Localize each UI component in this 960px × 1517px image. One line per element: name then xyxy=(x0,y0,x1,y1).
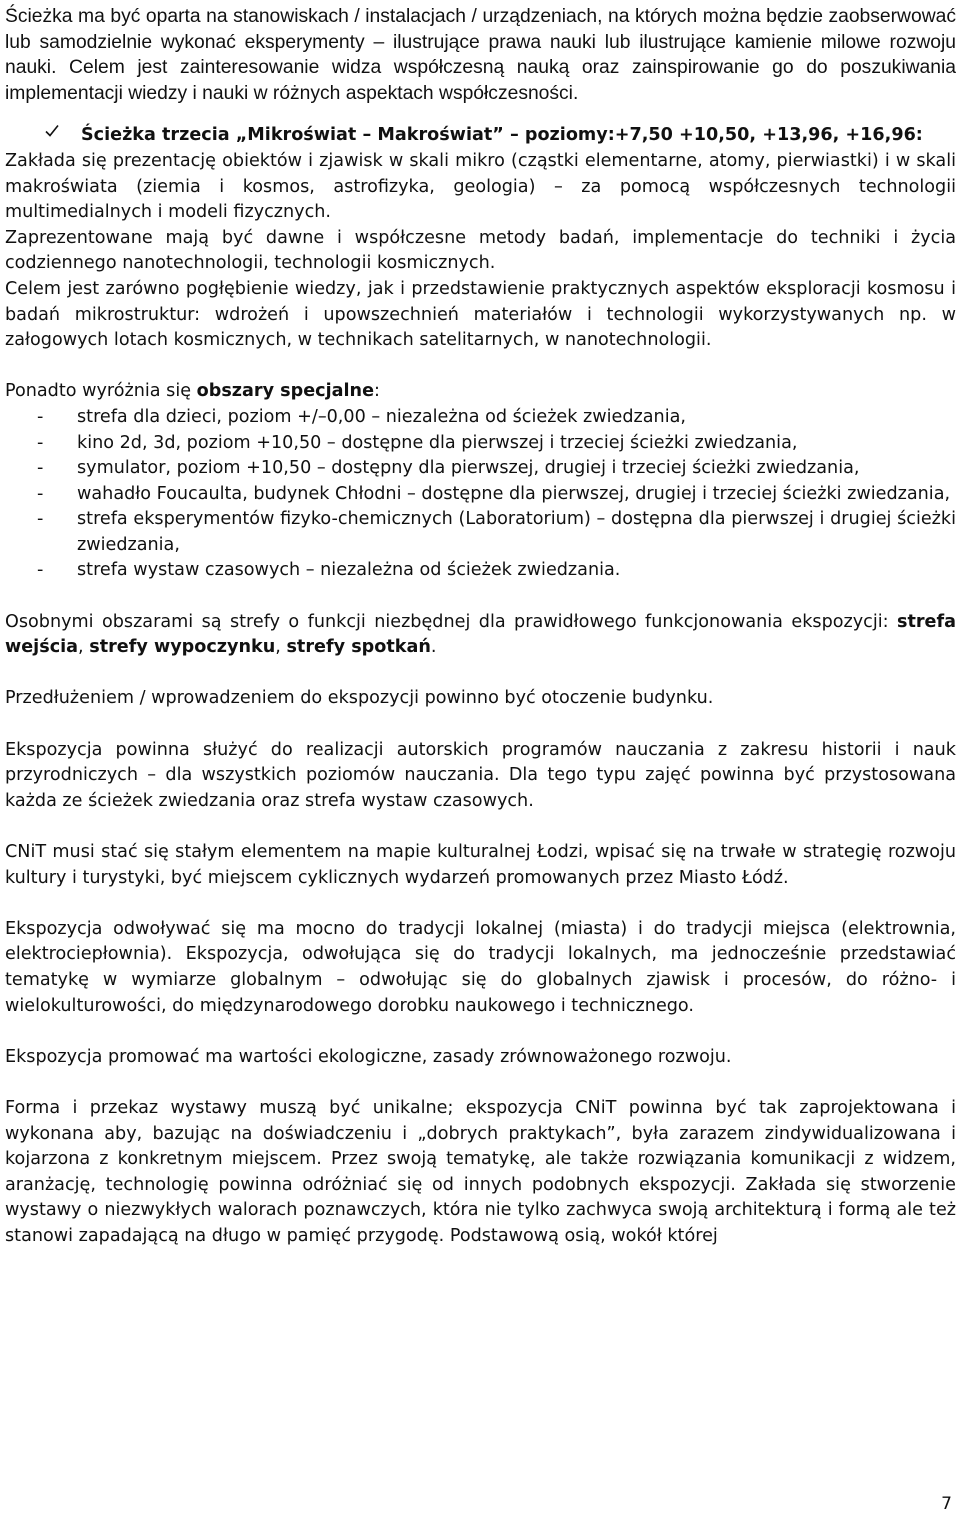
path3-paragraph-3: Celem jest zarówno pogłębienie wiedzy, jak i przedstawienie praktycznych aspektów eksploracji kosmosu i badań mikrostruktur: wdrożeń i upowszechnień materiałów i technologii wykorzystywanych np. w załogowych lotach kosmicznych, w technikach satelitarnych, w nanotechnologii. xyxy=(5,278,956,351)
separate-areas-paragraph: Osobnymi obszarami są strefy o funkcji niezbędnej dla prawidłowego funkcjonowania ekspozycji: strefa wejścia, strefy wypoczynku, strefy spotkań. xyxy=(5,611,956,658)
list-item: - kino 2d, 3d, poziom +10,50 – dostępne dla pierwszej i trzeciej ścieżki zwiedzania, xyxy=(37,432,798,453)
list-item: - strefa dla dzieci, poziom +/–0,00 – niezależna od ścieżek zwiedzania, xyxy=(37,406,686,427)
list-item: - strefa eksperymentów fizyko-chemicznych (Laboratorium) – dostępna dla pierwszej i drugiej ścieżki zwiedzania, xyxy=(37,509,956,555)
path3-heading: Ścieżka trzecia „Mikroświat – Makroświat” – poziomy:+7,50 +10,50, +13,96, +16,96: xyxy=(81,125,923,146)
special-areas-list xyxy=(5,405,956,584)
paragraph-cnit-lodz: CNiT musi stać się stałym elementem na mapie kulturalnej Łodzi, wpisać się na trwałe w strategię rozwoju kultury i turystyki, być miejscem cyklicznych wydarzeń promowanych przez Miasto Łódź. xyxy=(5,842,956,888)
paragraph-ecology: Ekspozycja promować ma wartości ekologiczne, zasady zrównoważonego rozwoju. xyxy=(5,1046,732,1067)
page-number: 7 xyxy=(941,1494,952,1514)
paragraph-form: Forma i przekaz wystawy muszą być unikalne; ekspozycja CNiT powinna być tak zaprojektowana i wykonana aby, bazując na doświadczeniu i „dobrych praktykach”, była zarazem zindywidualizowana i kojarzona z konkretnym miejscem. Przez swoją tematykę, ale także rozwiązania komunikacji z widzem, aranżację, technologię powinna odróżniać się od innych podobnych ekspozycji. Zakłada się stworzenie wystawy o niezwykłych walorach poznawczych, która nie tylko zachwyca swoją architekturą i formą ale też stanowi zapadającą na długo w pamięć przygodę. Podstawową osią, wokół której xyxy=(5,1097,956,1246)
list-item: - strefa wystaw czasowych – niezależna od ścieżek zwiedzania. xyxy=(37,560,621,581)
list-item: - wahadło Foucaulta, budynek Chłodni – dostępne dla pierwszej, drugiej i trzeciej ścieżki zwiedzania, xyxy=(37,483,951,504)
special-areas-bold: obszary specjalne xyxy=(196,381,374,402)
path3-heading-row xyxy=(5,123,956,149)
special-areas-lead: Ponadto wyróżnia się obszary specjalne: xyxy=(5,381,380,402)
path3-paragraph-1: Zakłada się prezentację obiektów i zjawisk w skali mikro (cząstki elementarne, atomy, pierwiastki) i w skali makroświata (ziemia i kosmos, astrofizyka, geologia) – za pomocą współczesnych technologii multimedialnych i modeli fizycznych. xyxy=(5,150,956,223)
paragraph-surroundings: Przedłużeniem / wprowadzeniem do ekspozycji powinno być otoczenie budynku. xyxy=(5,688,714,709)
path3-paragraph-2: Zaprezentowane mają być dawne i współczesne metody badań, implementacje do techniki i życia codziennego nanotechnologii, technologii kosmicznych. xyxy=(5,227,956,274)
paragraph-education: Ekspozycja powinna służyć do realizacji autorskich programów nauczania z zakresu historii i nauk przyrodniczych – dla wszystkich poziomów nauczania. Dla tego typu zajęć powinna być przystosowana każda ze ścieżek zwiedzania oraz strefa wystaw czasowych. xyxy=(5,739,956,811)
paragraph-tradition: Ekspozycja odwoływać się ma mocno do tradycji lokalnej (miasta) i do tradycji miejsca (elektrownia, elektrociepłownia). Ekspozycja, odwołująca się do tradycji lokalnych, ma jednocześnie przedstawiać tematykę w wymiarze globalnym – odwołując się do globalnych zjawisk i procesów, do różno- i wielokulturowości, do międzynarodowego dorobku naukowego i technicznego. xyxy=(5,918,956,1016)
list-item: - symulator, poziom +10,50 – dostępny dla pierwszej, drugiej i trzeciej ścieżki zwiedzania, xyxy=(37,458,860,479)
intro-paragraph: Ścieżka ma być oparta na stanowiskach / instalacjach / urządzeniach, na których można będzie zaobserwować lub samodzielnie wykonać eksperymenty – ilustrujące prawa nauki lub ilustrujące kamienie milowe rozwoju nauki. Celem jest zainteresowanie widza współczesną nauką oraz zainspirowanie go do poszukiwania implementacji wiedzy i nauki w różnych aspektach współczesności. xyxy=(5,6,956,104)
checkmark-icon xyxy=(5,123,81,149)
